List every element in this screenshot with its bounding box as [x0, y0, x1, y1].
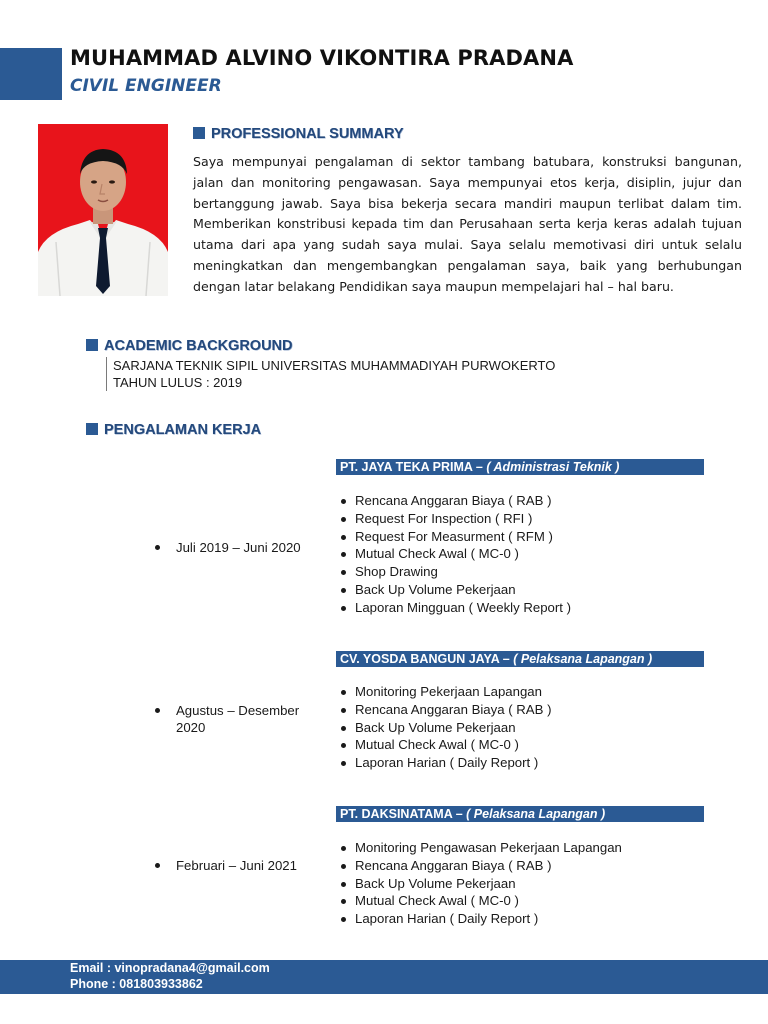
square-bullet-icon [86, 339, 98, 351]
candidate-role: CIVIL ENGINEER [70, 76, 222, 96]
section-title-text: PENGALAMAN KERJA [104, 422, 262, 438]
academic-graduation-year: TAHUN LULUS : 2019 [113, 375, 243, 390]
job-task-item: Back Up Volume Pekerjaan [340, 581, 571, 599]
job-header [336, 459, 704, 475]
job-task-list [340, 683, 551, 772]
job-header [336, 806, 704, 822]
contact-footer [0, 960, 768, 994]
bullet-icon [155, 545, 160, 550]
job-task-item: Rencana Anggaran Biaya ( RAB ) [340, 492, 571, 510]
job-company: CV. YOSDA BANGUN JAYA – [340, 652, 514, 666]
header-accent-block [0, 48, 62, 100]
job-task-item: Laporan Harian ( Daily Report ) [340, 910, 622, 928]
job-task-item: Request For Measurment ( RFM ) [340, 528, 571, 546]
academic-degree: SARJANA TEKNIK SIPIL UNIVERSITAS MUHAMMADIYAH PURWOKERTO [113, 358, 556, 373]
square-bullet-icon [193, 127, 205, 139]
academic-details [106, 357, 555, 391]
job-task-item: Laporan Harian ( Daily Report ) [340, 754, 551, 772]
job-period [155, 702, 316, 736]
job-task-item: Rencana Anggaran Biaya ( RAB ) [340, 857, 622, 875]
candidate-name: MUHAMMAD ALVINO VIKONTIRA PRADANA [70, 46, 574, 70]
professional-summary-text: Saya mempunyai pengalaman di sektor tambang batubara, konstruksi bangunan, jalan dan monitoring pengawasan. Saya mempunyai etos kerja, disiplin, jujur dan bertanggung jawab. Saya bisa bekerja secara mandiri maupun terlibat dalam tim. Memberikan konstribusi kepada tim dan Perusahaan serta kerja keras adalah tujuan utama dari apa yang sudah saya mulai. Saya selalu memotivasi diri untuk selalu meningkatkan dan mengembangkan pengalaman saya, baik yang berhubungan dengan latar belakang Pendidikan saya maupun mempelajari hal – hal baru. [193, 154, 742, 294]
job-task-item: Monitoring Pekerjaan Lapangan [340, 683, 551, 701]
job-task-item: Mutual Check Awal ( MC-0 ) [340, 736, 551, 754]
job-company: PT. JAYA TEKA PRIMA – [340, 460, 487, 474]
job-task-item: Monitoring Pengawasan Pekerjaan Lapangan [340, 839, 622, 857]
section-title-text: ACADEMIC BACKGROUND [104, 338, 293, 354]
contact-email: Email : vinopradana4@gmail.com [70, 961, 270, 975]
job-role: ( Administrasi Teknik ) [486, 460, 620, 474]
job-header [336, 651, 704, 667]
work-experience-heading [86, 422, 261, 438]
profile-photo [38, 124, 168, 296]
job-task-item: Mutual Check Awal ( MC-0 ) [340, 545, 571, 563]
job-period-text: Februari – Juni 2021 [176, 858, 297, 873]
academic-background-heading [86, 338, 293, 354]
bullet-icon [155, 708, 160, 713]
square-bullet-icon [86, 423, 98, 435]
job-task-list [340, 492, 571, 617]
job-period [155, 539, 316, 556]
contact-phone: Phone : 081803933862 [70, 977, 203, 991]
job-role: ( Pelaksana Lapangan ) [466, 807, 606, 821]
professional-summary-heading [193, 126, 404, 142]
job-task-item: Mutual Check Awal ( MC-0 ) [340, 892, 622, 910]
job-role: ( Pelaksana Lapangan ) [513, 652, 653, 666]
section-title-text: PROFESSIONAL SUMMARY [211, 126, 404, 142]
job-task-item: Back Up Volume Pekerjaan [340, 719, 551, 737]
job-task-item: Back Up Volume Pekerjaan [340, 875, 622, 893]
job-period [155, 857, 316, 874]
job-period-text: Juli 2019 – Juni 2020 [176, 540, 301, 555]
job-period-text: Agustus – Desember 2020 [176, 703, 300, 735]
job-company: PT. DAKSINATAMA – [340, 807, 467, 821]
job-task-list [340, 839, 622, 928]
job-task-item: Shop Drawing [340, 563, 571, 581]
job-task-item: Request For Inspection ( RFI ) [340, 510, 571, 528]
job-task-item: Rencana Anggaran Biaya ( RAB ) [340, 701, 551, 719]
bullet-icon [155, 863, 160, 868]
job-task-item: Laporan Mingguan ( Weekly Report ) [340, 599, 571, 617]
